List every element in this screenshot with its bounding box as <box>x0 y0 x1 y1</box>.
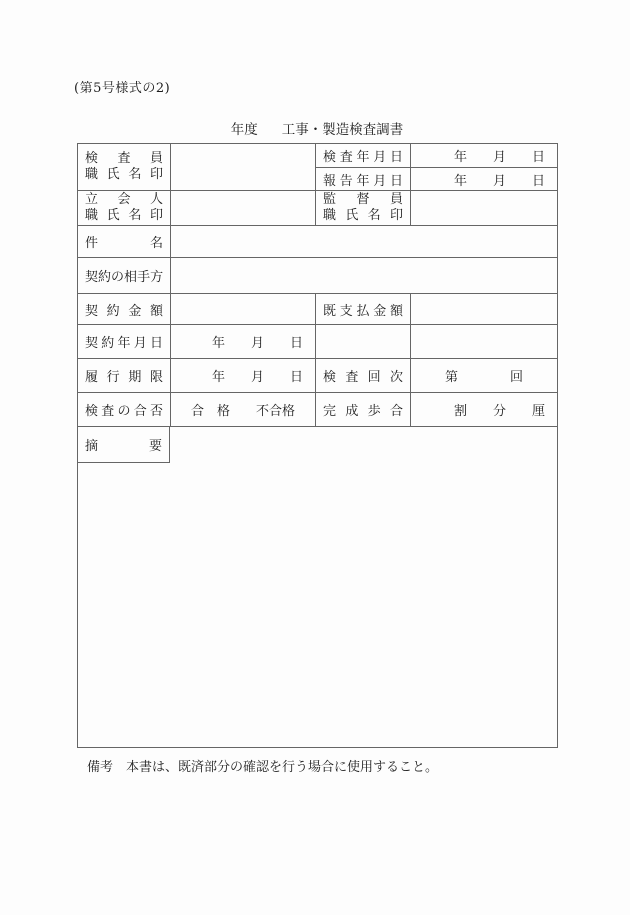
report-date-label-cell <box>316 168 411 191</box>
witness-label-line1: 立 会 人 <box>85 192 163 207</box>
completion-label-cell <box>316 393 411 427</box>
report-date-label: 報 告 年 月 日 <box>323 173 403 189</box>
report-date-value: 年 月 日 <box>453 173 545 189</box>
inspection-form-table <box>77 143 558 748</box>
inspection-round-value: 第 回 <box>444 370 523 385</box>
inspector-label-cell <box>78 144 171 191</box>
title-main: 工事・製造検査調書 <box>281 122 404 138</box>
title-fiscal-year: 年度 <box>230 122 258 138</box>
pass-fail-label-cell <box>78 393 171 427</box>
report-date-value-cell <box>411 168 557 191</box>
contract-date-extra-cell <box>316 325 411 359</box>
inspection-round-label: 検 査 回 次 <box>323 370 403 385</box>
paid-amount-value-field <box>411 294 557 325</box>
inspector-label-line2: 職 氏 名 印 <box>85 167 163 182</box>
inspector-label-line1: 検 査 員 <box>85 151 163 166</box>
witness-label-line2: 職 氏 名 印 <box>85 208 163 223</box>
pass-fail-label: 検 査 の 合 否 <box>85 404 163 419</box>
form-number: (第5号様式の2) <box>74 81 171 96</box>
supervisor-name-field <box>411 191 557 226</box>
witness-label-cell <box>78 191 171 226</box>
subject-label: 件 名 <box>85 236 163 251</box>
contract-amount-value-field <box>171 294 316 325</box>
supervisor-label-line1: 監 督 員 <box>323 192 403 207</box>
inspector-name-field <box>171 144 316 191</box>
paid-amount-label-cell <box>316 294 411 325</box>
completion-value-cell <box>411 393 557 427</box>
subject-value-field <box>171 226 557 258</box>
contractor-label: 契 約 の 相 手 方 <box>85 270 164 285</box>
inspection-date-value-cell <box>411 144 557 168</box>
deadline-label-cell <box>78 359 171 393</box>
pass-fail-value-cell <box>171 393 316 427</box>
completion-label: 完 成 歩 合 <box>323 404 403 419</box>
deadline-value: 年 月 日 <box>211 370 303 385</box>
remarks-label-cell <box>78 427 170 463</box>
contract-date-value-cell <box>171 325 316 359</box>
deadline-value-cell <box>171 359 316 393</box>
paid-amount-label: 既 支 払 金 額 <box>323 303 403 319</box>
remarks-area <box>78 427 557 747</box>
document-title <box>77 118 557 138</box>
contractor-value-field <box>171 258 557 294</box>
inspection-round-value-cell <box>411 359 557 393</box>
contract-date-value: 年 月 日 <box>211 336 303 351</box>
contract-date-label: 契 約 年 月 日 <box>85 336 163 351</box>
remarks-label: 摘 要 <box>85 439 162 454</box>
supervisor-label-cell <box>316 191 411 226</box>
footer-note: 備考 本書は、既済部分の確認を行う場合に使用すること。 <box>87 760 439 775</box>
contract-amount-label: 契 約 金 額 <box>85 303 163 319</box>
witness-name-field <box>171 191 316 226</box>
completion-value: 割 分 厘 <box>453 404 545 419</box>
subject-label-cell <box>78 226 171 258</box>
supervisor-label-line2: 職 氏 名 印 <box>323 208 403 223</box>
deadline-label: 履 行 期 限 <box>85 370 163 385</box>
inspection-round-label-cell <box>316 359 411 393</box>
contract-date-label-cell <box>78 325 171 359</box>
inspection-date-label-cell <box>316 144 411 168</box>
contract-date-extra-value-cell <box>411 325 557 359</box>
inspection-date-value: 年 月 日 <box>453 150 545 165</box>
inspection-date-label: 検 査 年 月 日 <box>323 150 403 165</box>
contractor-label-cell <box>78 258 171 294</box>
contract-amount-label-cell <box>78 294 171 325</box>
pass-fail-value: 合 格 不合格 <box>190 404 295 419</box>
